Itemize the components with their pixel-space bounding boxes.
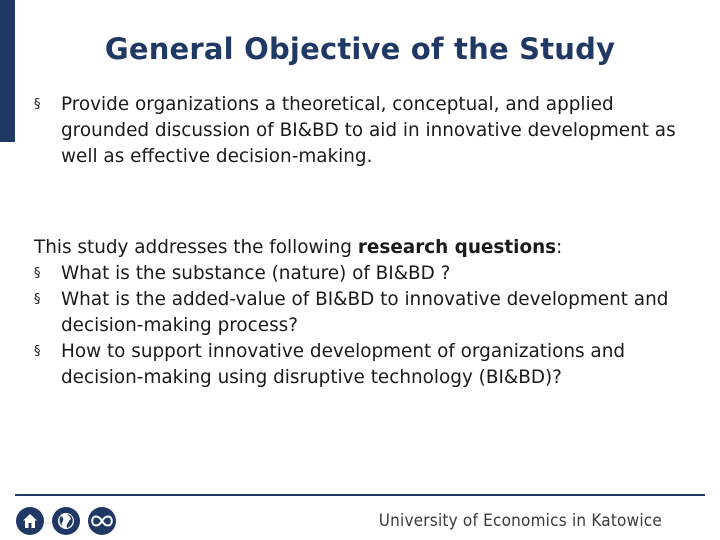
bullet-marker: § bbox=[34, 97, 41, 112]
home-icon[interactable] bbox=[16, 507, 44, 535]
bullet-marker: § bbox=[34, 344, 41, 359]
accent-bar bbox=[0, 0, 15, 142]
lead-prefix: This study addresses the following bbox=[34, 237, 358, 258]
objective-bullet bbox=[34, 92, 696, 170]
question-item bbox=[34, 287, 696, 339]
footer-icons bbox=[16, 507, 116, 535]
lead-suffix: : bbox=[556, 237, 563, 258]
footer-divider bbox=[15, 494, 705, 496]
questions-block bbox=[34, 235, 696, 391]
question-text: What is the substance (nature) of BI&BD ? bbox=[61, 263, 451, 284]
slide-title: General Objective of the Study bbox=[104, 32, 616, 66]
objective-block bbox=[34, 92, 696, 170]
bullet-marker: § bbox=[34, 266, 41, 281]
objective-text: Provide organizations a theoretical, conceptual, and applied grounded discussion of BI&BD to aid in innovative development as well as effective decision-making. bbox=[61, 94, 676, 167]
question-text: What is the added-value of BI&BD to innovative development and decision-making process? bbox=[61, 289, 669, 336]
infinity-icon[interactable] bbox=[88, 507, 116, 535]
lead-bold: research questions bbox=[357, 237, 557, 258]
question-item bbox=[34, 261, 696, 287]
bullet-marker: § bbox=[34, 292, 41, 307]
questions-lead bbox=[34, 235, 696, 261]
university-name: University of Economics in Katowice bbox=[378, 511, 662, 531]
question-text: How to support innovative development of organizations and decision-making using disruptive technology (BI&BD)? bbox=[61, 341, 626, 388]
globe-icon[interactable] bbox=[52, 507, 80, 535]
question-item bbox=[34, 339, 696, 391]
